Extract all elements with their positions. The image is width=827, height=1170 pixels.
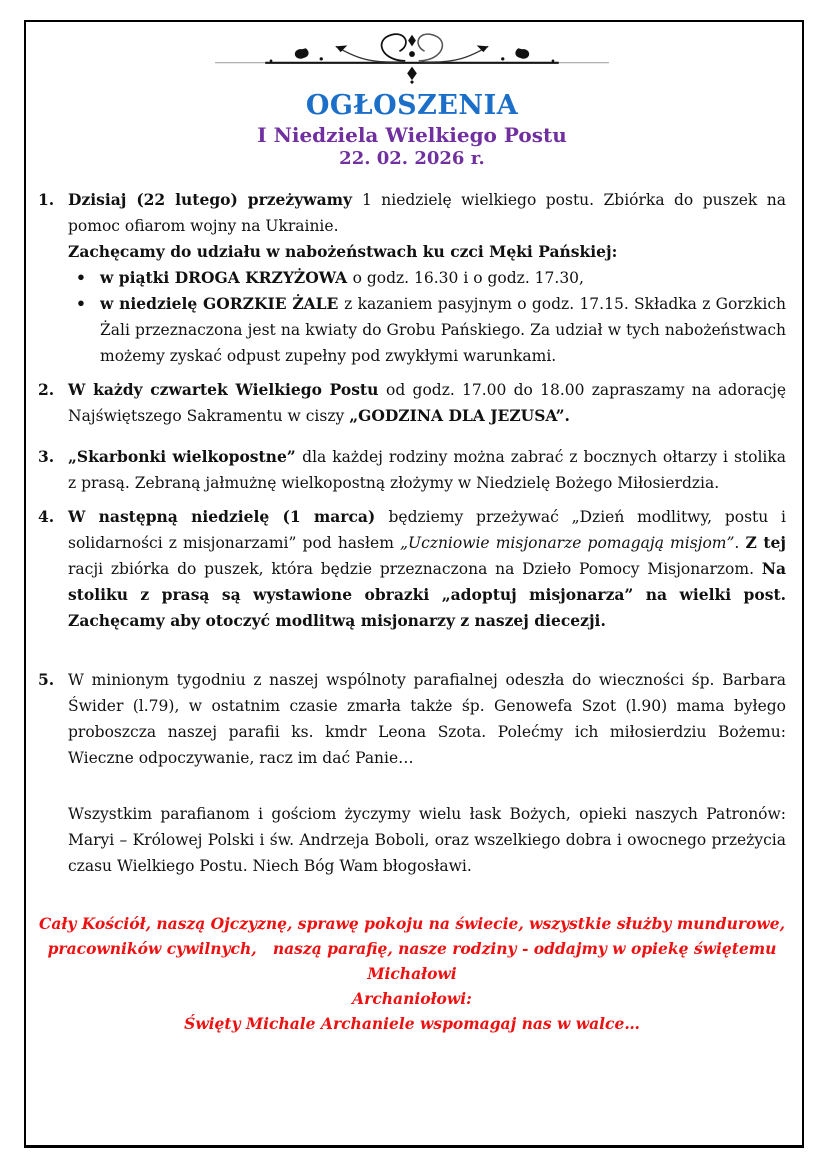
flourish-divider-icon: [202, 28, 622, 88]
item-body: [68, 504, 786, 634]
prayer-line: Archaniołowi:: [352, 989, 472, 1009]
text-run: Z tej: [745, 533, 786, 553]
text-run: Na stoliku z prasą są wystawione obrazki „adoptuj misjonarza” na wielki post. Zachęcamy aby otoczyć modlitwą misjonarzy z naszej diecezji.: [68, 559, 786, 631]
bullet-marker-icon: •: [76, 294, 86, 314]
page-subtitle: I Niedziela Wielkiego Postu: [257, 123, 567, 147]
text-run: w piątki DROGA KRZYŻOWA: [100, 268, 353, 288]
prayer-line: Cały Kościół, naszą Ojczyznę, sprawę pokoju na świecie, wszystkie służby mundurowe,: [39, 913, 785, 933]
bullet-marker-icon: •: [76, 268, 86, 288]
text-run: „Uczniowie misjonarze pomagają misjom”: [400, 534, 735, 553]
text-run: o godz. 16.30 i o godz. 17.30,: [352, 269, 584, 288]
text-run: Zachęcamy do udziału w nabożeństwach ku czci Męki Pańskiej:: [68, 242, 618, 262]
prayer-text: [38, 911, 786, 1037]
text-run: Wszystkim parafianom i gościom życzymy wielu łask Bożych, opieki naszych Patronów: Maryi – Królowej Polski i św. Andrzeja Boboli, oraz wszelkiego dobra i owocnego przeżycia czasu Wielkiego Postu. Niech Bóg Wam błogosławi.: [68, 804, 786, 875]
text-run: z kazaniem pasyjnym o godz. 17.15. Składka z Gorzkich Żali przeznaczona jest na kwiaty do Grobu Pańskiego. Za udział w tych nabożeństwach możemy zyskać odpust zupełny pod zwykłymi warunkami.: [100, 295, 786, 366]
item-body: [68, 667, 786, 771]
announcement-item: [38, 667, 786, 771]
announcement-item: [38, 377, 786, 429]
bullet-item: [68, 265, 786, 291]
item-paragraph: [68, 377, 786, 429]
bullet-text: [100, 291, 786, 369]
closing-paragraph: [68, 801, 786, 879]
announcement-item: [38, 504, 786, 634]
item-number: 1.: [38, 190, 55, 209]
item-paragraph: [68, 667, 786, 771]
text-run: racji zbiórka do puszek, która będzie przeznaczona na Dzieło Pomocy Misjonarzom.: [68, 560, 762, 579]
prayer-line: Święty Michale Archaniele wspomagaj nas w walce…: [184, 1014, 640, 1034]
page-title: OGŁOSZENIA: [305, 90, 519, 121]
text-run: w niedzielę GORZKIE ŻALE: [100, 294, 345, 314]
item-body: [68, 377, 786, 429]
item-paragraph: [68, 444, 786, 496]
text-run: Dzisiaj (22 lutego) przeżywamy: [68, 190, 362, 209]
item-body: [68, 444, 786, 496]
announcement-item: [38, 187, 786, 369]
item-number: 4.: [38, 507, 55, 527]
text-run: dla każdej rodziny można zabrać z bocznych ołtarzy i stolika z prasą. Zebraną jałmużnę wielkopostną złożymy w Niedzielę Bożego Miłosierdzia.: [68, 448, 787, 493]
item-number: 5.: [38, 669, 55, 689]
bullet-item: [68, 291, 786, 369]
page-border-frame: [24, 20, 804, 1148]
item-number: 3.: [38, 447, 55, 467]
text-run: W następną niedzielę (1 marca): [68, 507, 389, 527]
text-run: od godz. 17.00 do 18.00 zapraszamy na adorację Najświętszego Sakramentu w ciszy: [68, 381, 786, 426]
item-body: [68, 187, 786, 369]
text-run: .: [734, 534, 746, 553]
item-paragraph: [68, 504, 786, 634]
prayer-line: pracowników cywilnych, naszą parafię, nasze rodziny - oddajmy w opiekę świętemu Michałowi: [47, 938, 782, 983]
bullet-text: [100, 265, 584, 291]
item-paragraph: [68, 239, 786, 265]
item-paragraph: [68, 187, 786, 239]
text-run: W minionym tygodniu z naszej wspólnoty parafialnej odeszła do wieczności śp. Barbara Świder (l.79), w ostatnim czasie zmarła także śp. Genowefa Szot (l.90) mama byłego proboszcza naszej parafii ks. kmdr Leona Szota. Polećmy ich miłosierdziu Bożemu: Wieczne odpoczywanie, racz im dać Panie…: [68, 670, 786, 767]
text-run: 1 niedzielę wielkiego postu. Zbiórka do puszek na pomoc ofiarom wojny na Ukrainie.: [68, 191, 786, 236]
text-run: „GODZINA DLA JEZUSA”.: [349, 406, 570, 426]
text-run: będziemy przeżywać „Dzień modlitwy, postu i solidarności z misjonarzami” pod hasłem: [68, 508, 786, 553]
text-run: W każdy czwartek Wielkiego Postu: [68, 380, 387, 400]
text-run: „Skarbonki wielkopostne”: [68, 447, 303, 467]
page-date: 22. 02. 2026 r.: [339, 148, 485, 169]
item-number: 2.: [38, 380, 55, 400]
announcements-list: [38, 187, 786, 771]
announcement-item: [38, 444, 786, 496]
